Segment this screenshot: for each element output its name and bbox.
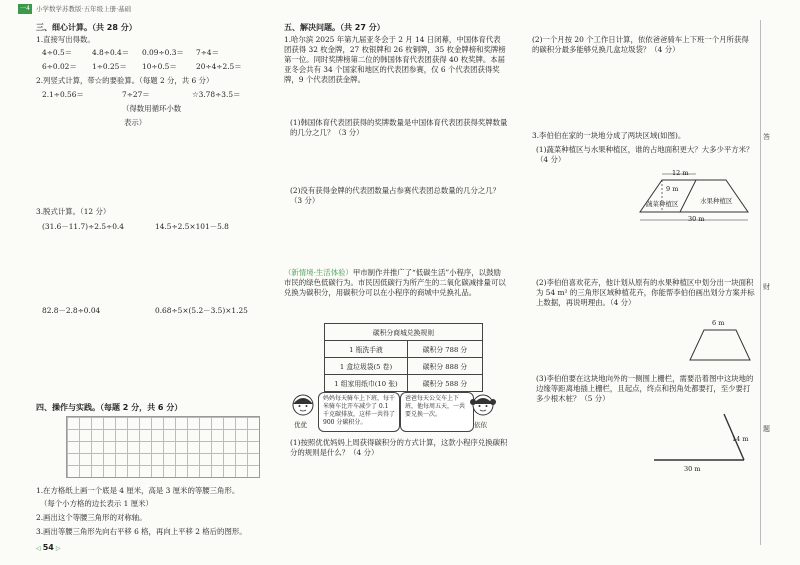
p2-q1: (1)按照优优妈妈上周获得碳积分的方式计算，这款小程序兑换碳积分的规则是什么？（4 分） xyxy=(290,438,508,457)
p1-q1: (1)韩国体育代表团获得的奖牌数量是中国体育代表团获得奖牌数量的几分之几？（3 分） xyxy=(290,118,508,137)
grid-paper[interactable] xyxy=(66,416,260,478)
table-row: 1 盒垃圾袋(5 卷) 碳积分 888 分 xyxy=(325,358,483,375)
girl-youyou-icon xyxy=(290,392,316,418)
speech-bubble-right: 爸爸每天公交车上下班，他每周五天，一共要兑换一次。 xyxy=(400,392,474,432)
s4-q2: 2.画出这个等腰三角形的对称轴。 xyxy=(36,513,147,522)
p1-q2: (2)没有获得金牌的代表团数量占参赛代表团总数量的几分之几？（3 分） xyxy=(290,186,501,205)
q2-note: （得数用循环小数 xyxy=(122,104,182,113)
trapezoid-figure[interactable] xyxy=(686,322,756,364)
q1-item: 4÷0.5＝ xyxy=(42,48,73,57)
q2-note: 表示） xyxy=(124,118,147,127)
p2-body: 甲市制作并推广了“低碳生活”小程序，以鼓励市民的绿色低碳行为。市民因低碳行为所产生的二氧化碳减排量可以兑换为碳积分，用碳积分可以在小程序的商城中兑换礼品。 xyxy=(284,268,506,297)
fig3-side-label: 14 m xyxy=(732,435,749,443)
q3-item: 0.68÷5×(5.2－3.5)×1.25 xyxy=(155,306,248,315)
p3-q1: (1)蔬菜种植区与水果种植区，谁的占地面积更大？大多少平方米？（4 分） xyxy=(536,145,754,164)
page-number: ◁ 54 ▷ xyxy=(36,543,61,552)
q1-title: 1.直接写出得数。 xyxy=(36,35,95,44)
q3-item: (31.6－11.7)÷2.5÷0.4 xyxy=(42,222,124,231)
table-row: 1 组家用纸巾(10 张) 碳积分 588 分 xyxy=(325,375,483,392)
q1-item: 1÷0.25＝ xyxy=(92,62,127,71)
p2-tag: （新情境·生活体验） xyxy=(284,268,353,277)
header-badge: 一4 xyxy=(18,4,32,14)
side-mark: 答 xyxy=(763,133,770,141)
speech-bubble-left: 妈妈每天骑车上下班，每千米骑车比开车减少了 0.1 千克碳排放，这样一共得了 900 分碳积分。 xyxy=(318,392,400,432)
q1-item: 0.09÷0.3＝ xyxy=(142,48,184,57)
p2-text xyxy=(284,268,508,298)
fig3-bottom-label: 30 m xyxy=(684,465,701,473)
fig1-top-label: 12 m xyxy=(672,169,689,177)
section-4-title: 四、操作与实践。（每题 2 分，共 6 分） xyxy=(36,403,183,412)
side-mark: 题 xyxy=(763,425,770,433)
fig1-height-label: 9 m xyxy=(666,185,679,193)
girl-yiyi-icon xyxy=(470,392,496,418)
q2-item: ☆3.78÷3.5＝ xyxy=(192,90,241,99)
fig1-bottom-label: 30 m xyxy=(688,215,705,223)
table-row: 1 瓶洗手液 碳积分 788 分 xyxy=(325,341,483,358)
p2-q2: (2)一个月按 20 个工作日计算，依依爸爸骑车上下班一个月所获得的碳积分最多能够兑换几盒垃圾袋？（4 分） xyxy=(532,35,749,54)
q1-item: 4.8÷0.4＝ xyxy=(92,48,130,57)
q2-title: 2.列竖式计算，带☆的要验算。（每题 2 分，共 6 分） xyxy=(36,76,214,85)
section-3-title: 三、细心计算。（共 28 分） xyxy=(36,23,137,32)
q2-item: 7÷27＝ xyxy=(122,90,150,99)
q3-item: 14.5÷2.5×101－5.8 xyxy=(155,222,229,231)
s4-q3: 3.画出等腰三角形先向右平移 6 格，再向上平移 2 格后的图形。 xyxy=(36,527,247,536)
q1-item: 6÷0.02＝ xyxy=(42,62,77,71)
side-mark: 财 xyxy=(763,283,770,291)
q1-item: 10÷0.5＝ xyxy=(142,62,177,71)
fig2-top-label: 6 m xyxy=(712,319,725,327)
p3-q3: (3)李伯伯要在这块地向外的一侧围上栅栏，需要沿着图中这块地的边缘等距离地插上栅栏，且起点，终点和拐角处都要打，至少要打多少根木桩？（5 分） xyxy=(536,374,754,403)
p3-title: 3.李伯伯在家的一块地分成了两块区域(如图)。 xyxy=(532,131,686,140)
name-right: 依依 xyxy=(474,421,487,429)
fig1-left-label: 蔬菜种植区 xyxy=(646,200,679,208)
section-5-title: 五、解决问题。（共 27 分） xyxy=(284,23,385,32)
s4-q1: 1.在方格纸上画一个底是 4 厘米，高是 3 厘米的等腰三角形。 xyxy=(36,486,240,495)
q3-title: 3.脱式计算。（12 分） xyxy=(36,207,111,216)
q3-item: 82.8－2.8÷0.04 xyxy=(42,306,101,315)
fig1-right-label: 水果种植区 xyxy=(700,197,733,205)
p1-text: 1.哈尔滨 2025 年第九届亚冬会于 2 月 14 日闭幕，中国体育代表团获得 32 枚金牌，27 枚银牌和 26 枚铜牌，35 枚金牌榜和奖牌榜第一位。同时奖牌榜第二位的韩国体育代表团获得 40 枚奖牌。本届亚冬会共有 34 个国家和地区的代表团参赛，仅 6 个代表团获得奖牌，9 个代表团获金牌。 xyxy=(284,35,506,84)
name-left: 优优 xyxy=(294,421,307,429)
q2-item: 2.1÷0.56＝ xyxy=(42,90,84,99)
table-title: 碳积分商城兑换规则 xyxy=(325,324,483,341)
q1-item: 7÷4＝ xyxy=(196,48,219,57)
header-title: 小学数学苏教版·五年级上册·基础 xyxy=(36,5,132,13)
q1-item: 20÷4÷2.5＝ xyxy=(196,62,242,71)
binding-line xyxy=(760,20,761,545)
s4-q1-note: （每个小方格的边长表示 1 厘米） xyxy=(40,499,153,508)
carbon-rules-table xyxy=(324,323,483,392)
p3-q2: (2)李伯伯喜欢花卉，他计划从原有的水果种植区中划分出一块面积为 54 m² 的三角形区域种植花卉，你能帮李伯伯画出划分方案并标上数据，再说明理由。（4 分） xyxy=(536,278,755,307)
